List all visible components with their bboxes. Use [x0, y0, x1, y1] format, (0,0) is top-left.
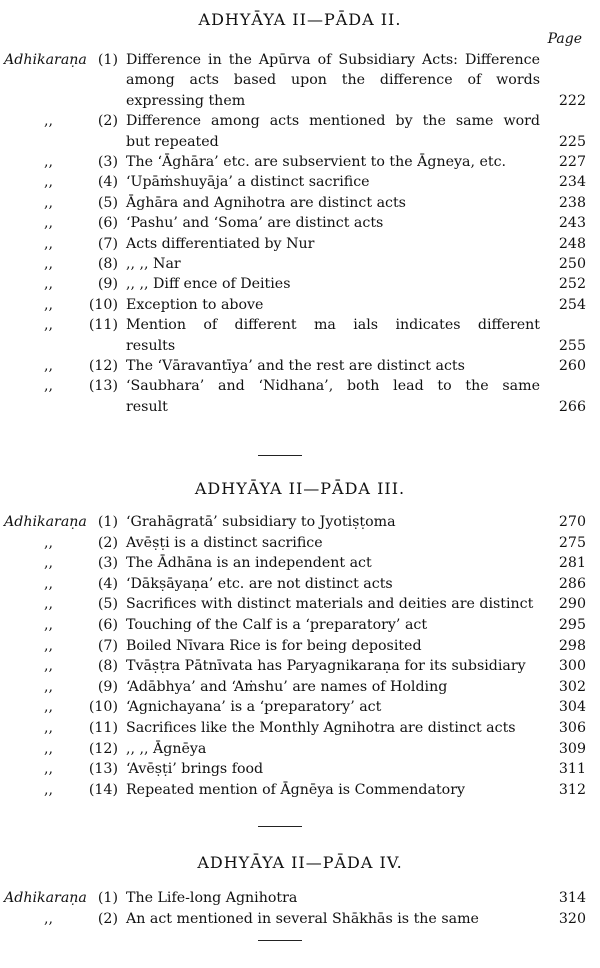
entry-number: (9): [97, 276, 118, 293]
page-number: 311: [558, 761, 586, 778]
entry-number: (11): [88, 317, 118, 334]
entry-text: ‘Dākṣāyaṇa’ etc. are not distinct acts: [126, 575, 393, 592]
entry-number: (10): [88, 699, 118, 716]
entry-text: ‘Saubhara’ and ‘Nidhana’, both lead to the same: [126, 378, 540, 395]
page-column-header: Page: [547, 31, 582, 47]
entry-text: ‘Avēṣṭi’ brings food: [126, 761, 264, 778]
page-number: 234: [558, 174, 586, 191]
entry-text: ‘Agnichayana’ is a ‘preparatory’ act: [126, 699, 382, 716]
page-number: 320: [558, 910, 586, 927]
entry-number: (2): [97, 113, 118, 130]
entry-text: ,, ,, Diff ence of Deities: [126, 276, 291, 293]
ditto-mark: ,,: [44, 276, 54, 293]
entry-text: ‘Adābhya’ and ‘Aṁshu’ are names of Holding: [126, 678, 448, 695]
ditto-mark: ,,: [44, 596, 54, 613]
entry-text: but repeated: [126, 133, 219, 150]
entry-number: (9): [97, 678, 118, 695]
page-number: 243: [558, 215, 586, 232]
entry-text: Exception to above: [126, 296, 264, 313]
entry-text: Boiled Nīvara Rice is for being deposited: [126, 637, 422, 654]
ditto-mark: ,,: [44, 296, 54, 313]
page-number: 306: [558, 720, 586, 736]
ditto-mark: ,,: [44, 637, 54, 654]
section-title: ADHYĀYA II—PĀDA III.: [194, 479, 406, 498]
ditto-mark: ,,: [44, 555, 54, 572]
entry-text: Sacrifices like the Monthly Agnihotra are distinct acts: [126, 720, 516, 736]
entry-text: ,, ,, Nar: [126, 256, 181, 272]
entry-text: The ‘Āghāra’ etc. are subservient to the Āgneya, etc.: [126, 154, 507, 170]
entry-text: Tvāṣṭra Pātnīvata has Paryagnikaraṇa for its subsidiary: [126, 658, 526, 675]
entry-text: The Life-long Agnihotra: [126, 890, 298, 906]
section-divider: [258, 940, 302, 941]
entry-text: ‘Upāṁshuyāja’ a distinct sacrifice: [126, 174, 370, 191]
ditto-mark: ,,: [44, 910, 54, 927]
page-number: 250: [558, 256, 586, 272]
entry-number: (14): [88, 781, 118, 798]
entry-number: (13): [88, 761, 118, 778]
ditto-mark: ,,: [44, 174, 54, 191]
entry-text: Difference in the Apūrva of Subsidiary Acts: Difference: [126, 52, 540, 68]
ditto-mark: ,,: [44, 358, 54, 374]
page-number: 238: [558, 194, 586, 211]
page-number: 290: [558, 596, 586, 613]
page-number: 222: [558, 92, 586, 109]
entry-text: result: [126, 398, 168, 415]
ditto-mark: ,,: [44, 617, 54, 633]
ditto-mark: ,,: [44, 740, 54, 757]
entry-number: (13): [88, 378, 118, 395]
entry-text: Repeated mention of Āgnēya is Commendatory: [126, 781, 466, 798]
entry-number: (3): [97, 555, 118, 572]
adhikarana-label: Adhikaraṇa: [4, 890, 87, 906]
entry-number: (1): [97, 890, 118, 906]
entry-text: ,, ,, Āgnēya: [126, 740, 207, 757]
adhikarana-label: Adhikaraṇa: [4, 52, 87, 68]
page-number: 255: [558, 337, 586, 354]
page-number: 252: [558, 276, 586, 293]
ditto-mark: ,,: [44, 215, 54, 232]
entry-number: (12): [88, 358, 118, 374]
ditto-mark: ,,: [44, 378, 54, 395]
entry-text: Mention of different ma ials indicates different: [126, 317, 540, 334]
section-title: ADHYĀYA II—PĀDA II.: [198, 10, 402, 29]
entry-number: (11): [88, 720, 118, 736]
page-number: 314: [558, 890, 586, 906]
entry-text: expressing them: [126, 92, 246, 109]
ditto-mark: ,,: [44, 154, 54, 170]
entry-text: results: [126, 337, 176, 354]
entry-number: (3): [97, 154, 118, 170]
ditto-mark: ,,: [44, 113, 54, 130]
page-number: 275: [558, 534, 586, 551]
entry-number: (7): [97, 235, 118, 252]
section-divider: [258, 455, 302, 456]
entry-number: (2): [97, 534, 118, 551]
page-number: 281: [558, 555, 586, 572]
ditto-mark: ,,: [44, 781, 54, 798]
entry-text: among acts based upon the difference of words: [126, 72, 540, 89]
ditto-mark: ,,: [44, 194, 54, 211]
entry-number: (4): [97, 174, 118, 191]
entry-number: (5): [97, 194, 118, 211]
ditto-mark: ,,: [44, 575, 54, 592]
page-number: 312: [558, 781, 586, 798]
adhikarana-label: Adhikaraṇa: [4, 514, 87, 530]
entry-text: ‘Pashu’ and ‘Soma’ are distinct acts: [126, 215, 384, 232]
ditto-mark: ,,: [44, 256, 54, 272]
page-number: 270: [558, 514, 586, 530]
ditto-mark: ,,: [44, 699, 54, 716]
ditto-mark: ,,: [44, 658, 54, 675]
entry-text: The ‘Vāravantīya’ and the rest are distinct acts: [126, 358, 465, 374]
entry-text: Touching of the Calf is a ‘preparatory’ act: [126, 617, 428, 633]
entry-number: (6): [97, 215, 118, 232]
page-number: 260: [558, 358, 586, 374]
page-number: 304: [558, 699, 586, 716]
ditto-mark: ,,: [44, 761, 54, 778]
page-number: 225: [558, 133, 586, 150]
page-number: 298: [558, 637, 586, 654]
entry-number: (7): [97, 637, 118, 654]
page-number: 248: [558, 235, 586, 252]
entry-number: (1): [97, 514, 118, 530]
entry-number: (6): [97, 617, 118, 633]
entry-text: ‘Grahāgratā’ subsidiary to Jyotiṣṭoma: [126, 514, 396, 530]
section-divider: [258, 826, 302, 827]
page-number: 302: [558, 678, 586, 695]
ditto-mark: ,,: [44, 235, 54, 252]
entry-text: The Ādhāna is an independent act: [126, 555, 372, 572]
ditto-mark: ,,: [44, 720, 54, 736]
entry-number: (2): [97, 910, 118, 927]
entry-number: (1): [97, 52, 118, 68]
page-number: 309: [558, 740, 586, 757]
page-number: 286: [558, 575, 586, 592]
ditto-mark: ,,: [44, 678, 54, 695]
page-number: 227: [558, 154, 586, 170]
page-number: 295: [558, 617, 586, 633]
entry-text: An act mentioned in several Shākhās is the same: [126, 910, 479, 927]
entry-text: Acts differentiated by Nur: [126, 235, 315, 252]
section-title: ADHYĀYA II—PĀDA IV.: [197, 853, 403, 872]
page-number: 300: [558, 658, 586, 675]
page-number: 266: [558, 398, 586, 415]
entry-number: (8): [97, 256, 118, 272]
entry-number: (4): [97, 575, 118, 592]
entry-number: (8): [97, 658, 118, 675]
entry-text: Āghāra and Agnihotra are distinct acts: [126, 194, 406, 211]
entry-number: (5): [97, 596, 118, 613]
ditto-mark: ,,: [44, 534, 54, 551]
entry-text: Avēṣṭi is a distinct sacrifice: [126, 534, 323, 551]
entry-number: (12): [88, 740, 118, 757]
entry-number: (10): [88, 296, 118, 313]
ditto-mark: ,,: [44, 317, 54, 334]
entry-text: Difference among acts mentioned by the same word: [126, 113, 540, 130]
page-number: 254: [558, 296, 586, 313]
entry-text: Sacrifices with distinct materials and deities are distinct: [126, 596, 534, 613]
